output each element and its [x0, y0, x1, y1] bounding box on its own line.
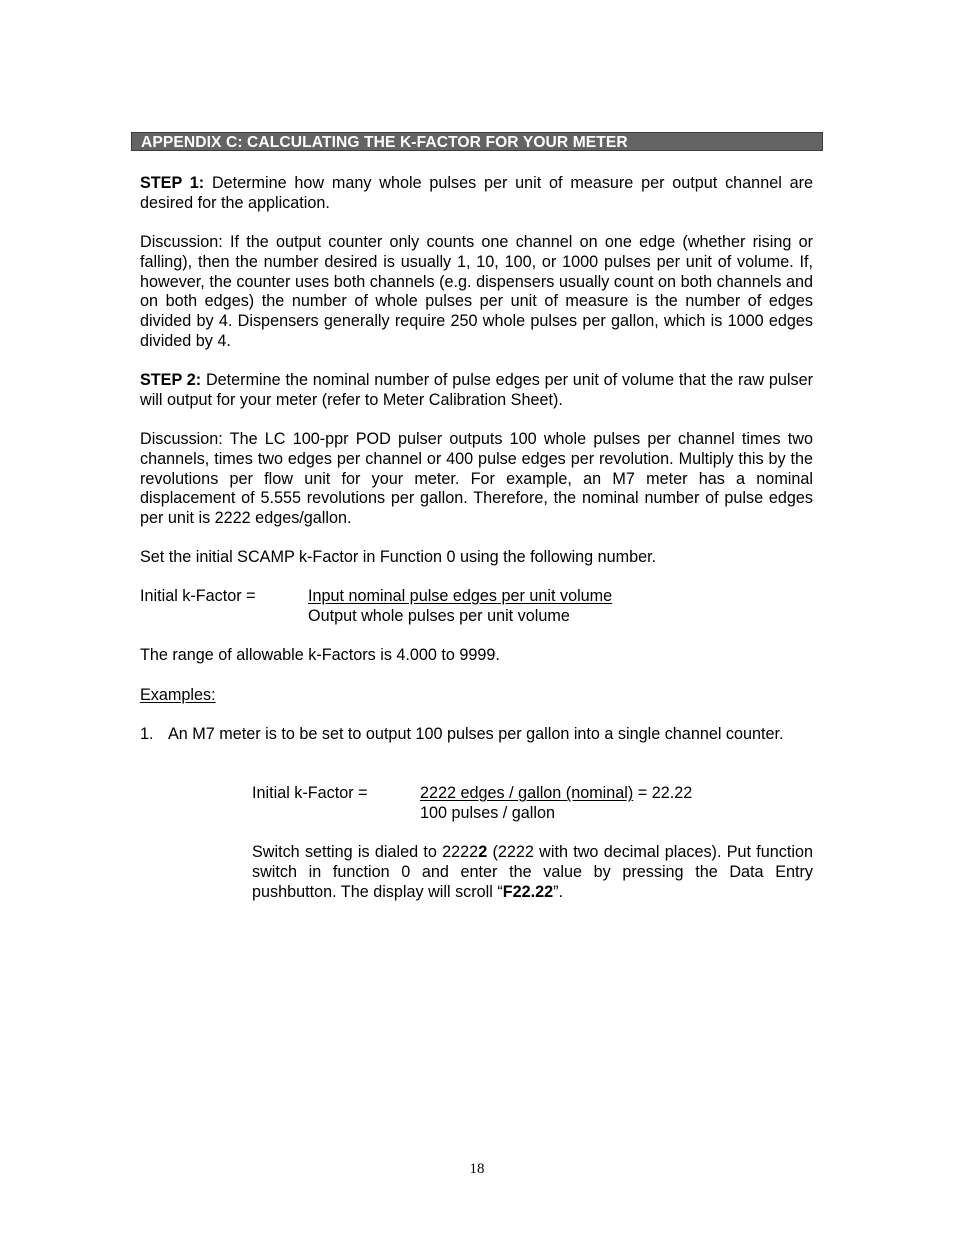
- example-formula-numerator-line: [420, 784, 692, 804]
- step2-text: Determine the nominal number of pulse edges per unit of volume that the raw pulser will output for your meter (refer to Meter Calibration Sheet).: [140, 371, 813, 409]
- discussion2-paragraph: Discussion: The LC 100-ppr POD pulser outputs 100 whole pulses per channel times two channels, times two edges per channel or 400 pulse edges per revolution. Multiply this by the revolutions per flow unit for your meter. For example, an M7 meter has a nominal displacement of 5.555 revolutions per gallon. Therefore, the nominal number of pulse edges per unit is 2222 edges/gallon.: [140, 430, 813, 528]
- example-formula-result: = 22.22: [633, 784, 693, 802]
- example-item-number: 1.: [140, 725, 154, 743]
- example-formula-denominator: 100 pulses / gallon: [420, 804, 555, 822]
- step1-text: Determine how many whole pulses per unit of measure per output channel are desired for the application.: [140, 174, 813, 212]
- step2-label: STEP 2:: [140, 371, 202, 389]
- discussion1-paragraph: Discussion: If the output counter only counts one channel on one edge (whether rising or falling), then the number desired is usually 1, 10, 100, or 1000 pulses per unit of volume. If, however, the counter uses both channels (e.g. dispensers usually count on both channels and on both edges) the number of whole pulses per unit of measure is the number of edges divided by 4. Dispensers generally require 250 whole pulses per gallon, which is 1000 edges divided by 4.: [140, 233, 813, 350]
- page-number: 18: [469, 1161, 485, 1177]
- examples-heading: Examples:: [140, 686, 216, 704]
- switch-bold-digit: 2: [478, 843, 488, 861]
- display-value: F22.22: [502, 882, 554, 901]
- step1-label: STEP 1:: [140, 174, 205, 192]
- step1-paragraph: [140, 174, 813, 214]
- range-paragraph: The range of allowable k-Factors is 4.000 to 9999.: [140, 646, 500, 664]
- formula-numerator: Input nominal pulse edges per unit volume: [308, 587, 613, 605]
- switch-setting-paragraph: Switch setting is dialed to 22222 (2222 with two decimal places). Put function switch in function 0 and enter the value by pressing the Data Entry pushbutton. The display will scroll “F22.22”.: [252, 843, 814, 901]
- example-formula-label: Initial k-Factor =: [252, 784, 368, 802]
- example-item-text: An M7 meter is to be set to output 100 pulses per gallon into a single channel counter.: [168, 725, 784, 743]
- formula-denominator: Output whole pulses per unit volume: [308, 607, 570, 625]
- example-formula-numerator: 2222 edges / gallon (nominal): [420, 784, 634, 802]
- formula-label: Initial k-Factor =: [140, 587, 256, 605]
- example-item-1: [140, 725, 813, 765]
- appendix-title-banner: APPENDIX C: CALCULATING THE K-FACTOR FOR YOUR METER: [131, 132, 823, 151]
- step2-paragraph: [140, 371, 813, 411]
- set-initial-paragraph: Set the initial SCAMP k-Factor in Function 0 using the following number.: [140, 548, 657, 566]
